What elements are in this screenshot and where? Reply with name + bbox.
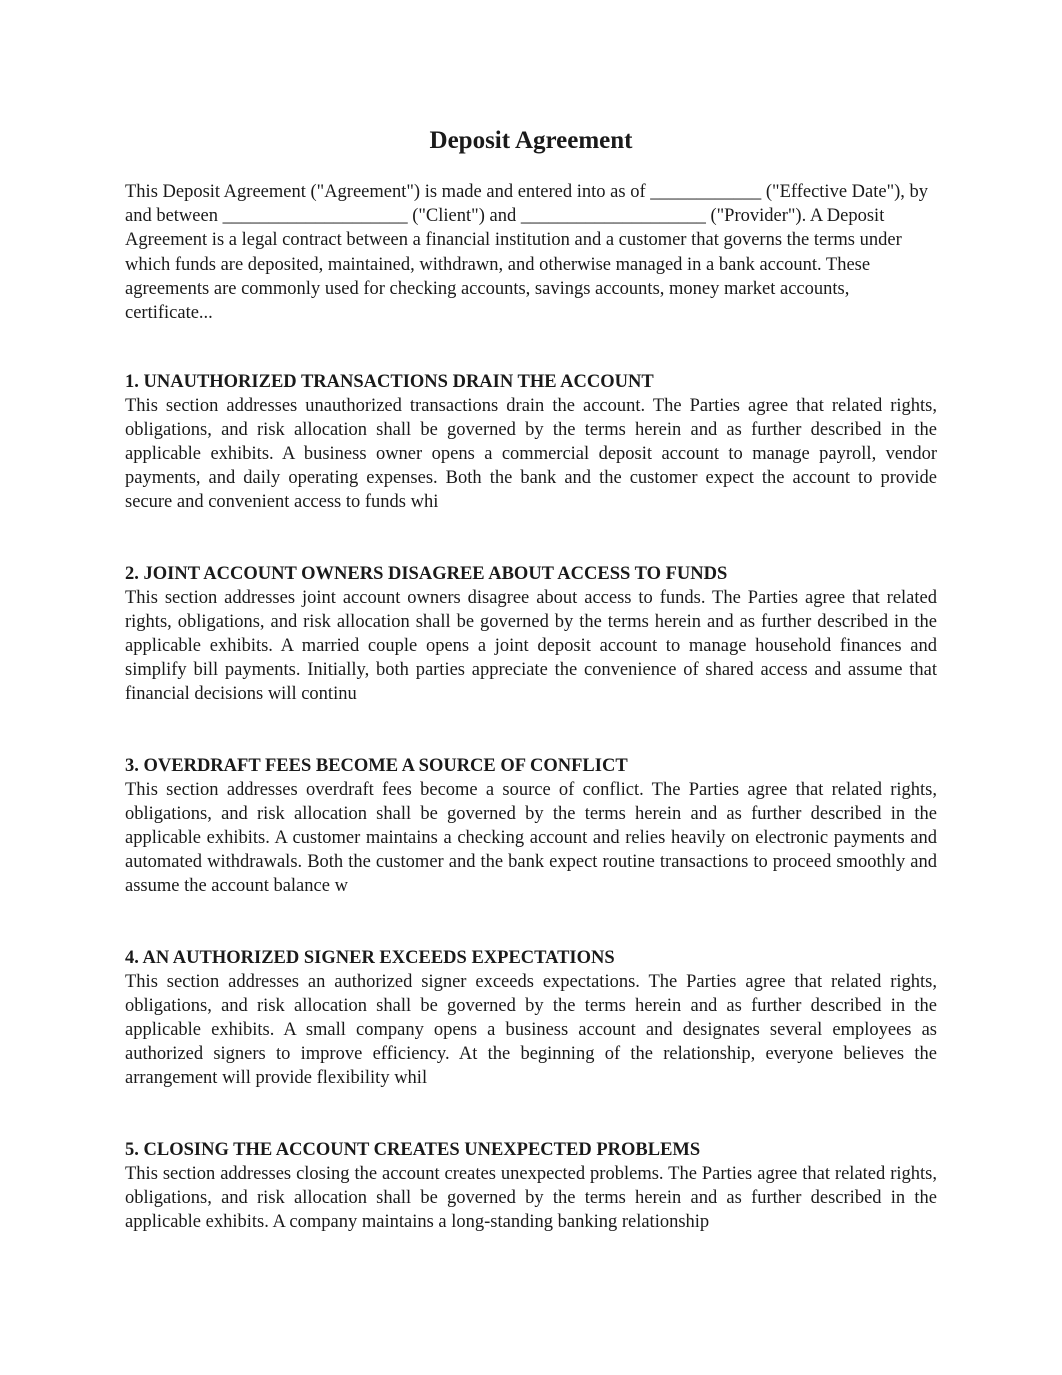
section-1-heading: 1. UNAUTHORIZED TRANSACTIONS DRAIN THE ACCOUNT	[125, 372, 654, 392]
document-title: Deposit Agreement	[429, 127, 633, 154]
section-3	[125, 754, 937, 898]
section-4-heading: 4. AN AUTHORIZED SIGNER EXCEEDS EXPECTATIONS	[125, 948, 615, 968]
section-1	[125, 370, 937, 514]
section-4-body: This section addresses an authorized signer exceeds expectations. The Parties agree that related rights, obligations, and risk allocation shall be governed by the terms herein and as further described in the applicable exhibits. A small company opens a business account and designates several employees as authorized signers to improve efficiency. At the beginning of the relationship, everyone believes the arrangement will provide flexibility whil	[125, 972, 937, 1089]
section-3-body: This section addresses overdraft fees become a source of conflict. The Parties agree that related rights, obligations, and risk allocation shall be governed by the terms herein and as further described in the applicable exhibits. A customer maintains a checking account and relies heavily on electronic payments and automated withdrawals. Both the customer and the bank expect routine transactions to proceed smoothly and assume the account balance w	[125, 780, 937, 897]
section-3-heading: 3. OVERDRAFT FEES BECOME A SOURCE OF CONFLICT	[125, 756, 628, 776]
section-4	[125, 946, 937, 1090]
section-5-body: This section addresses closing the account creates unexpected problems. The Parties agree that related rights, obligations, and risk allocation shall be governed by the terms herein and as further described in the applicable exhibits. A company maintains a long-standing banking relationship	[125, 1164, 937, 1233]
section-1-body: This section addresses unauthorized transactions drain the account. The Parties agree that related rights, obligations, and risk allocation shall be governed by the terms herein and as further described in the applicable exhibits. A business owner opens a commercial deposit account to manage payroll, vendor payments, and daily operating expenses. Both the bank and the customer expect the account to provide secure and convenient access to funds whi	[125, 396, 937, 513]
section-2-heading: 2. JOINT ACCOUNT OWNERS DISAGREE ABOUT ACCESS TO FUNDS	[125, 564, 728, 584]
section-5-heading: 5. CLOSING THE ACCOUNT CREATES UNEXPECTED PROBLEMS	[125, 1140, 701, 1160]
section-2	[125, 562, 937, 706]
intro-paragraph: This Deposit Agreement ("Agreement") is made and entered into as of ____________ ("Effective Date"), by and between ____________________ ("Client") and ____________________ ("Provider"). A Deposit Agreement is a legal contract between a financial institution and a customer that governs the terms under which funds are deposited, maintained, withdrawn, and otherwise managed in a bank account. These agreements are commonly used for checking accounts, savings accounts, money market accounts, certificate...	[125, 182, 929, 324]
section-2-body: This section addresses joint account owners disagree about access to funds. The Parties agree that related rights, obligations, and risk allocation shall be governed by the terms herein and as further described in the applicable exhibits. A married couple opens a joint deposit account to manage household finances and simplify bill payments. Initially, both parties appreciate the convenience of shared access and assume that financial decisions will continu	[125, 588, 937, 705]
section-5	[125, 1138, 937, 1234]
